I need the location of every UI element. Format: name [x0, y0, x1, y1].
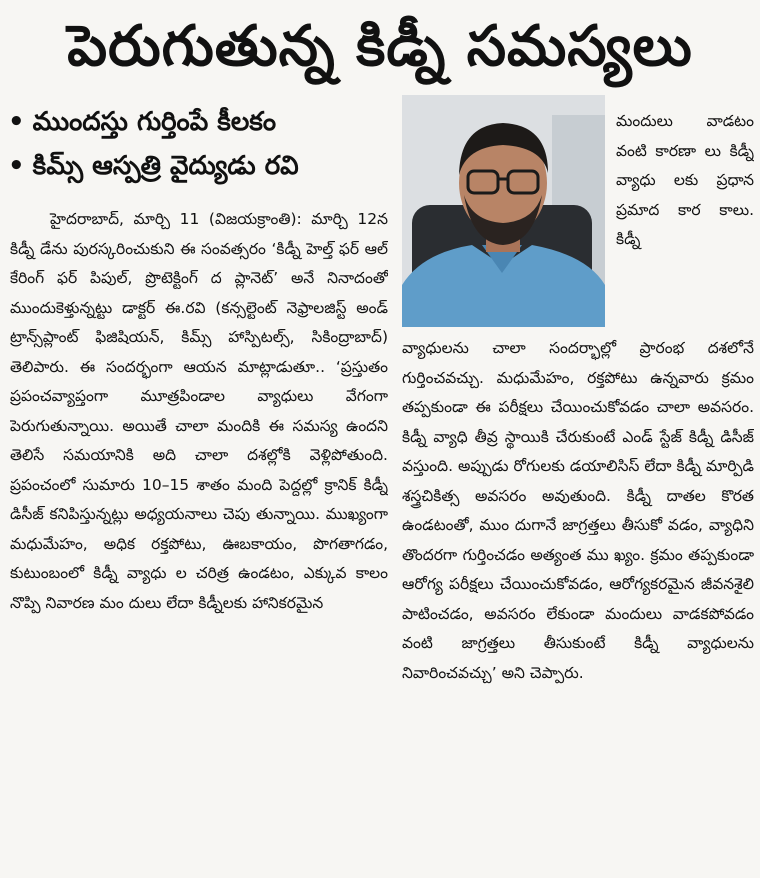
doctor-portrait-icon [402, 95, 605, 327]
bullet-item [8, 100, 393, 144]
doctor-photo [402, 95, 605, 327]
bullet-item [8, 144, 393, 188]
bullet-icon: • [8, 107, 25, 137]
bullet-text: కిమ్స్ ఆస్పత్రి వైద్యుడు రవి [32, 151, 299, 181]
article-column-wrap [616, 107, 754, 333]
article-text-right: వ్యాధులను చాలా సందర్భాల్లో ప్రారంభ దశలోనే గుర్తించవచ్చు. మధుమేహం, రక్తపోటు ఉన్నవారు క్రమం తప్పకుండా ఈ పరీక్షలు చేయించుకోవడం చాలా అవసరం. కిడ్నీ వ్యాధి తీవ్ర స్థాయికి చేరుకుంటే ఎండ్ స్టేజ్ కిడ్నీ డిసీజ్ వస్తుంది. అప్పుడు రోగులకు డయాలిసిస్ లేదా కిడ్నీ మార్పిడి శస్త్రచికిత్స అవసరం అవుతుంది. కిడ్నీ దాతల కొరత ఉండటంతో, ముం దుగానే జాగ్రత్తలు తీసుకో వడం, వ్యాధిని తొందరగా గుర్తించడం అత్యంత ము ఖ్యం. క్రమం తప్పకుండా ఆరోగ్య పరీక్షలు చేయించుకోవడం, ఆరోగ్యకరమైన జీవనశైలి పాటించడం, అవసరం లేకుండా మందులు వాడకపోవడం వంటి జాగ్రత్తలు తీసుకుంటే కిడ్నీ వ్యాధులను నివారించవచ్చు’ అని చెప్పారు. [402, 339, 754, 682]
bullet-text: ముందస్తు గుర్తింపే కీలకం [32, 107, 277, 137]
article-text-wrap: మందులు వాడటం వంటి కారణా లు కిడ్నీ వ్యాధు లకు ప్రధాన ప్రమాద కార కాలు. కిడ్నీ [616, 112, 754, 248]
headline: పెరుగుతున్న కిడ్నీ సమస్యలు [67, 14, 693, 79]
article-text-left: హైదరాబాద్, మార్చి 11 (విజయక్రాంతి): మార్చి 12న కిడ్నీ డేను పురస్కరించుకుని ఈ సంవత్సరం ‘కిడ్నీ హెల్త్ ఫర్ ఆల్ కేరింగ్ ఫర్ పిపుల్, ప్రొటెక్టింగ్ ద ప్లానెట్’ అనే నినాదంతో ముందుకెళ్తున్నట్టు డాక్టర్ ఈ.రవి (కన్సల్టెంట్ నెఫ్రాలజిస్ట్ అండ్ ట్రాన్స్‌ప్లాంట్ ఫిజిషియన్, కిమ్స్ హాస్పిటల్స్, సికింద్రాబాద్) తెలిపారు. ఈ సందర్భంగా ఆయన మాట్లాడుతూ.. ‘ప్రస్తుతం ప్రపంచవ్యాప్తంగా మూత్రపిండాల వ్యాధులు వేగంగా పెరుగుతున్నాయి. అయితే చాలా మందికి ఈ సమస్య ఉందని తెలిసే సమయానికి అది చాలా దశల్లోకి వెళ్లిపోతుంది. ప్రపంచంలో సుమారు 10–15 శాతం మంది పెద్దల్లో క్రానిక్ కిడ్నీ డిసీజ్ కనిపిస్తున్నట్లు అధ్యయనాలు చెపు తున్నాయి. ముఖ్యంగా మధుమేహం, అధిక రక్తపోటు, ఊబకాయం, పొగతాగడం, కుటుంబంలో కిడ్నీ వ్యాధు ల చరిత్ర ఉండటం, ఎక్కువ కాలం నొప్పి నివారణ మం దులు లేదా కిడ్నీలకు హానికరమైన [10, 210, 388, 612]
article-column-right [402, 334, 754, 874]
bullet-icon: • [8, 151, 25, 181]
article-column-left [10, 205, 388, 873]
bullet-list [8, 100, 393, 188]
